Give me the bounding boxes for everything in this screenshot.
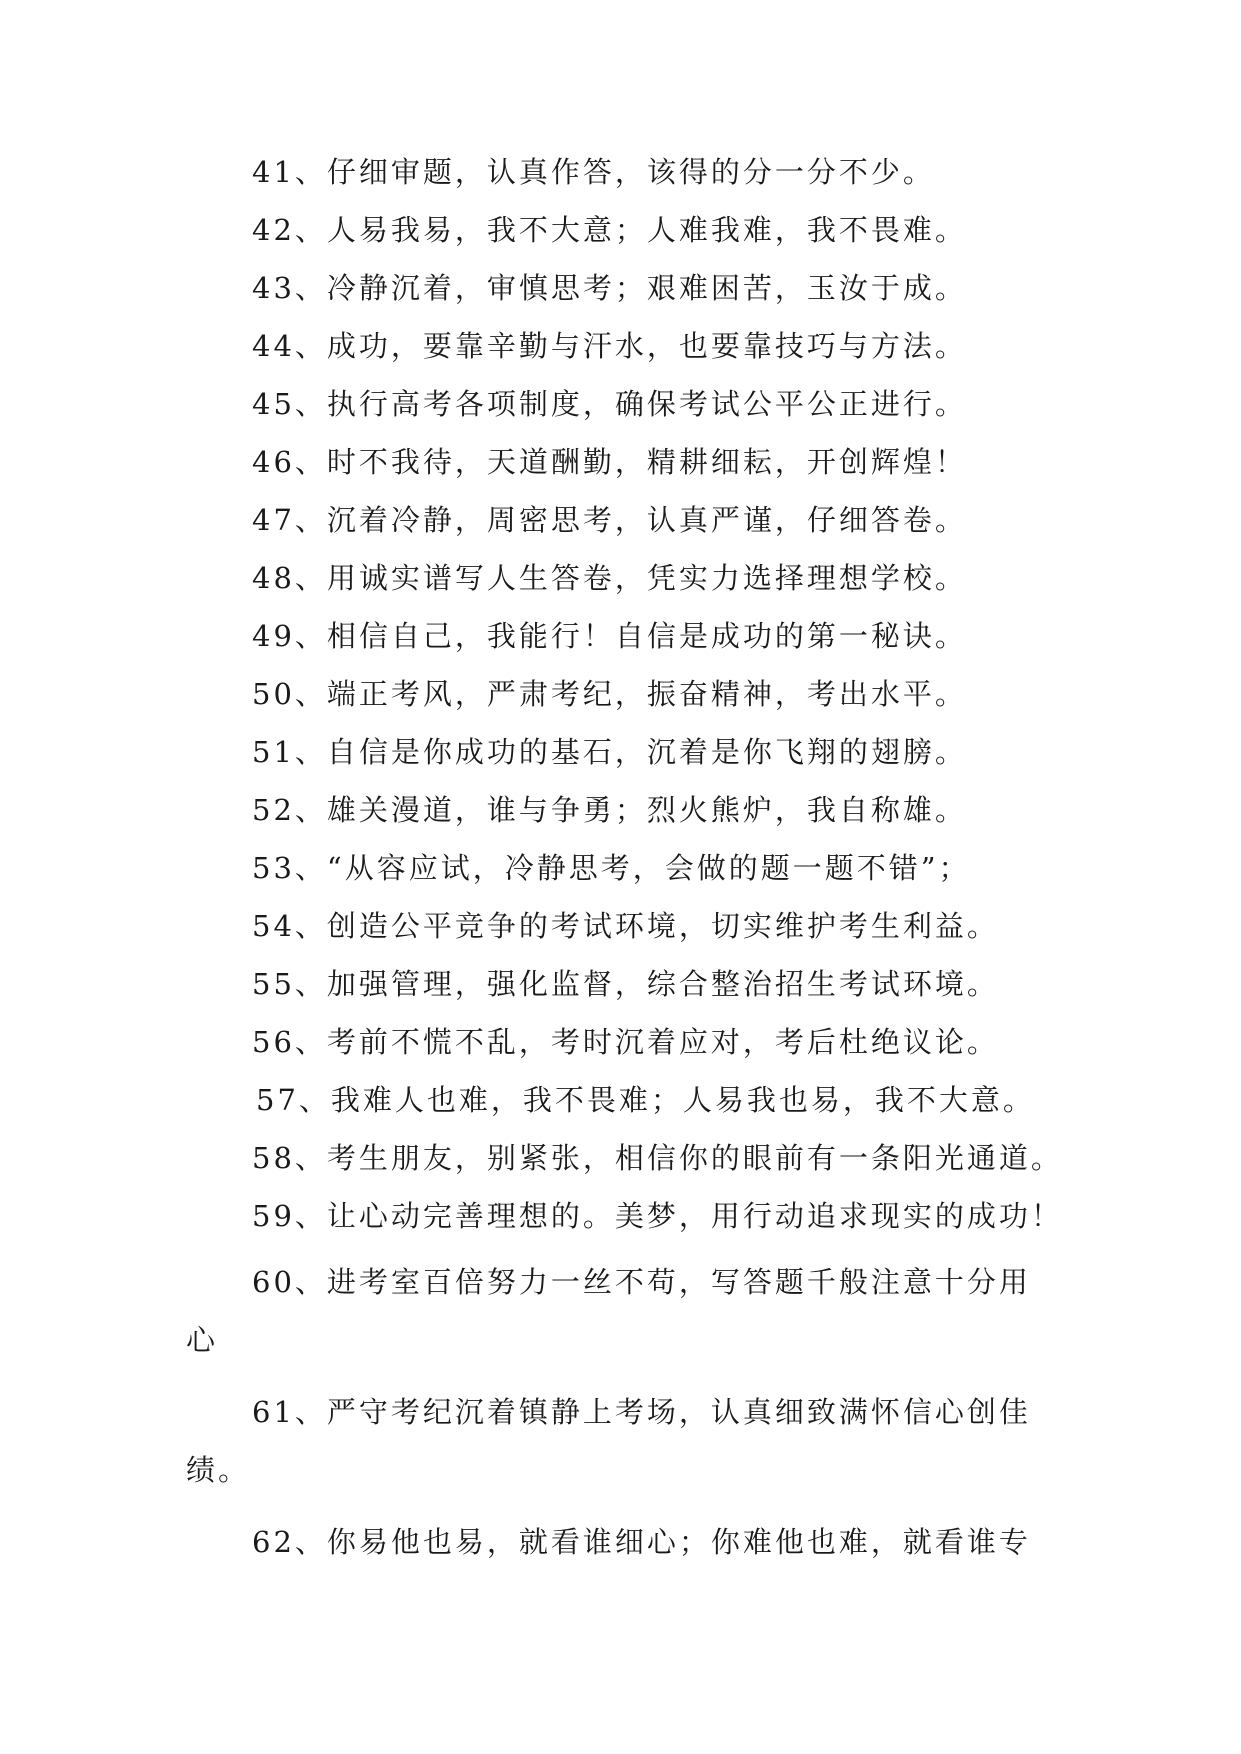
text-line: 50、端正考风，严肃考纪，振奋精神，考出水平。 <box>252 677 967 711</box>
text-line: 59、让心动完善理想的。美梦，用行动追求现实的成功！ <box>252 1199 1063 1233</box>
text-line: 48、用诚实谱写人生答卷，凭实力选择理想学校。 <box>252 561 967 595</box>
text-line: 57、我难人也难，我不畏难；人易我也易，我不大意。 <box>256 1083 1035 1117</box>
text-line: 42、人易我易，我不大意；人难我难，我不畏难。 <box>252 213 967 247</box>
text-line: 41、仔细审题，认真作答，该得的分一分不少。 <box>252 155 935 189</box>
text-line: 60、进考室百倍努力一丝不苟，写答题千般注意十分用 <box>252 1265 1031 1299</box>
text-line: 45、执行高考各项制度，确保考试公平公正进行。 <box>252 387 967 421</box>
text-line: 心 <box>186 1323 219 1357</box>
text-line: 绩。 <box>186 1453 251 1487</box>
text-line: 58、考生朋友，别紧张，相信你的眼前有一条阳光通道。 <box>252 1141 1063 1175</box>
text-line: 62、你易他也易，就看谁细心；你难他也难，就看谁专 <box>252 1525 1031 1559</box>
text-line: 44、成功，要靠辛勤与汗水，也要靠技巧与方法。 <box>252 329 967 363</box>
text-line: 51、自信是你成功的基石，沉着是你飞翔的翅膀。 <box>252 735 967 769</box>
text-line: 56、考前不慌不乱，考时沉着应对，考后杜绝议论。 <box>252 1025 999 1059</box>
text-line: 53、“从容应试，冷静思考，会做的题一题不错”； <box>252 851 971 885</box>
text-line: 46、时不我待，天道酬勤，精耕细耘，开创辉煌！ <box>252 445 967 479</box>
text-line: 61、严守考纪沉着镇静上考场，认真细致满怀信心创佳 <box>252 1395 1031 1429</box>
text-line: 49、相信自己，我能行！自信是成功的第一秘诀。 <box>252 619 967 653</box>
text-line: 43、冷静沉着，审慎思考；艰难困苦，玉汝于成。 <box>252 271 967 305</box>
text-line: 47、沉着冷静，周密思考，认真严谨，仔细答卷。 <box>252 503 967 537</box>
text-line: 55、加强管理，强化监督，综合整治招生考试环境。 <box>252 967 999 1001</box>
text-line: 54、创造公平竞争的考试环境，切实维护考生利益。 <box>252 909 999 943</box>
text-line: 52、雄关漫道，谁与争勇；烈火熊炉，我自称雄。 <box>252 793 967 827</box>
